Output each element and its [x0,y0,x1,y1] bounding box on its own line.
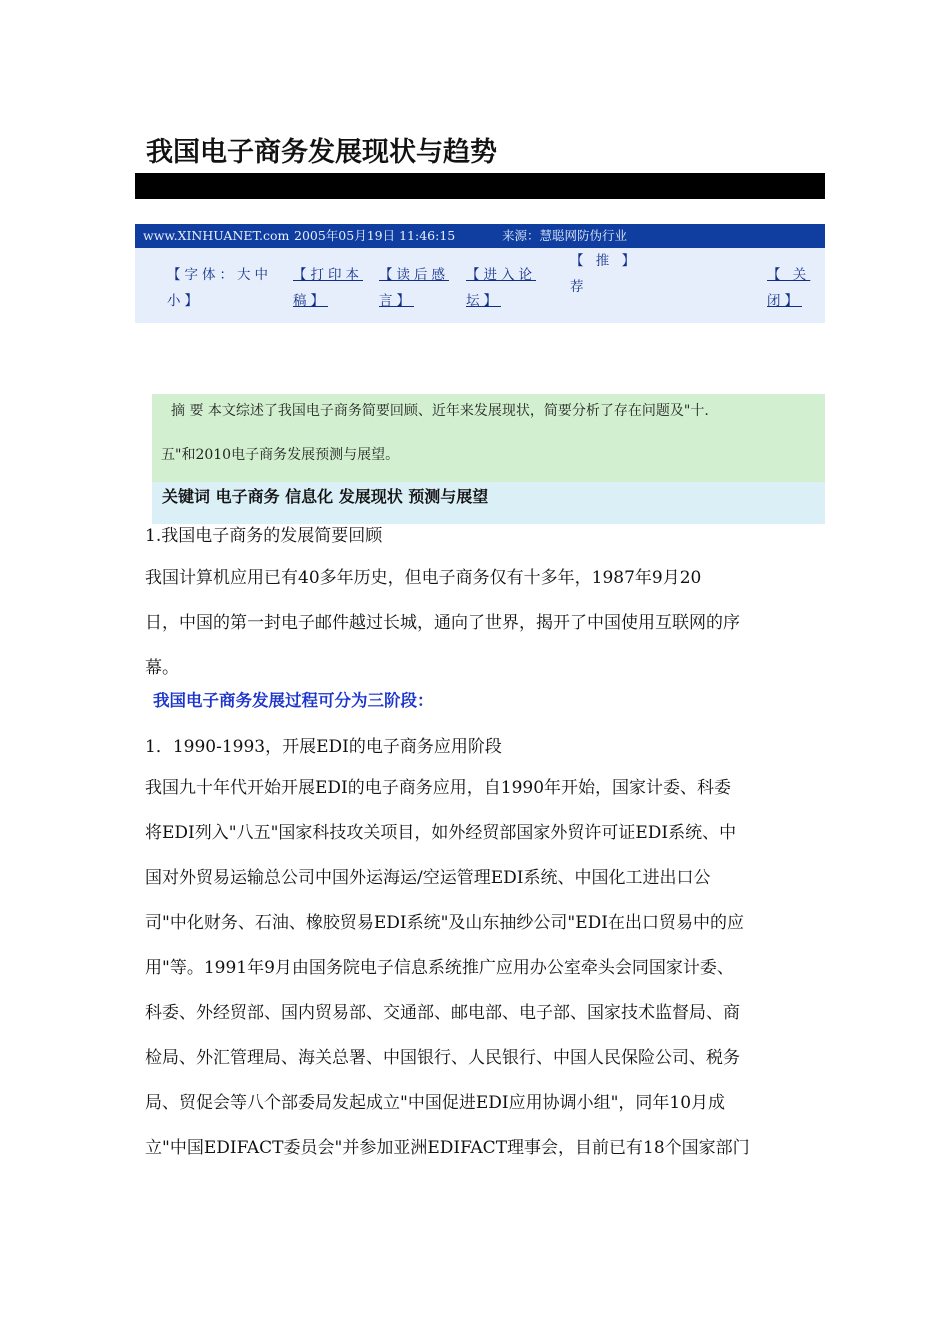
abstract-text-line-1: 摘 要 本文综述了我国电子商务简要回顾、近年来发展现状，简要分析了存在问题及"十. [171,403,709,419]
comments-link[interactable]: 【读后感 [379,267,449,283]
close-button[interactable] [767,262,810,314]
paragraph-line: 将EDI列入"八五"国家科技攻关项目，如外经贸部国家外贸许可证EDI系统、中 [145,823,737,843]
article-title: 我国电子商务发展现状与趋势 [146,137,497,168]
paragraph-line: 立"中国EDIFACT委员会"并参加亚洲EDIFACT理事会，目前已有18个国家部门 [145,1138,750,1158]
paragraph-line: 幕。 [145,658,179,678]
abstract-text-line-2: 五"和2010电子商务发展预测与展望。 [161,447,400,463]
section-heading: 1.我国电子商务的发展简要回顾 [145,526,383,546]
close-link[interactable]: 【 关 [767,267,811,283]
paragraph-line: 国对外贸易运输总公司中国外运海运/空运管理EDI系统、中国化工进出口公 [145,868,711,888]
paragraph-line: 检局、外汇管理局、海关总署、中国银行、人民银行、中国人民保险公司、税务 [145,1048,740,1068]
paragraph-line: 用"等。1991年9月由国务院电子信息系统推广应用办公室牵头会同国家计委、 [145,958,734,978]
site-url: www.XINHUANET.com [143,228,290,243]
stage-1-heading: 1．1990-1993，开展EDI的电子商务应用阶段 [145,737,502,757]
publish-datetime: 2005年05月19日 11:46:15 [294,228,456,243]
paragraph-edi [145,766,825,1171]
forum-link-cont[interactable]: 坛】 [466,293,501,309]
print-button[interactable] [293,262,363,314]
paragraph-line: 日，中国的第一封电子邮件越过长城，通向了世界，揭开了中国使用互联网的序 [145,613,740,633]
article-source: 来源：慧聪网防伪行业 [502,228,628,243]
article-toolbar [135,248,825,323]
font-size-control[interactable] [167,262,272,314]
font-size-label[interactable]: 【字体：大中 [167,267,272,283]
recommend-label-cont[interactable]: 荐 [570,279,588,295]
paragraph-line: 科委、外经贸部、国内贸易部、交通部、邮电部、电子部、国家技术监督局、商 [145,1003,740,1023]
print-link[interactable]: 【打印本 [293,267,363,283]
article-info-bar [135,224,825,248]
paragraph-line: 局、贸促会等八个部委局发起成立"中国促进EDI应用协调小组"，同年10月成 [145,1093,726,1113]
forum-link[interactable]: 【进入论 [466,267,536,283]
paragraph-line: 我国九十年代开始开展EDI的电子商务应用，自1990年开始，国家计委、科委 [145,778,732,798]
keywords-text: 关键词 电子商务 信息化 发展现状 预测与展望 [162,487,489,506]
paragraph-line: 我国计算机应用已有40多年历史，但电子商务仅有十多年，1987年9月20 [145,568,702,588]
abstract-box [152,394,825,482]
comments-button[interactable] [379,262,449,314]
recommend-button[interactable] [570,248,639,300]
title-divider-bar [135,173,825,199]
paragraph-line: 司"中化财务、石油、橡胶贸易EDI系统"及山东抽纱公司"EDI在出口贸易中的应 [145,913,744,933]
recommend-label[interactable]: 【 推 】 [570,253,640,269]
close-link-cont[interactable]: 闭】 [767,293,802,309]
comments-link-cont[interactable]: 言】 [379,293,414,309]
print-link-cont[interactable]: 稿】 [293,293,328,309]
forum-button[interactable] [466,262,536,314]
stages-subheading: 我国电子商务发展过程可分为三阶段： [153,691,434,710]
paragraph-intro [145,556,825,691]
font-size-label-cont[interactable]: 小】 [167,293,202,309]
